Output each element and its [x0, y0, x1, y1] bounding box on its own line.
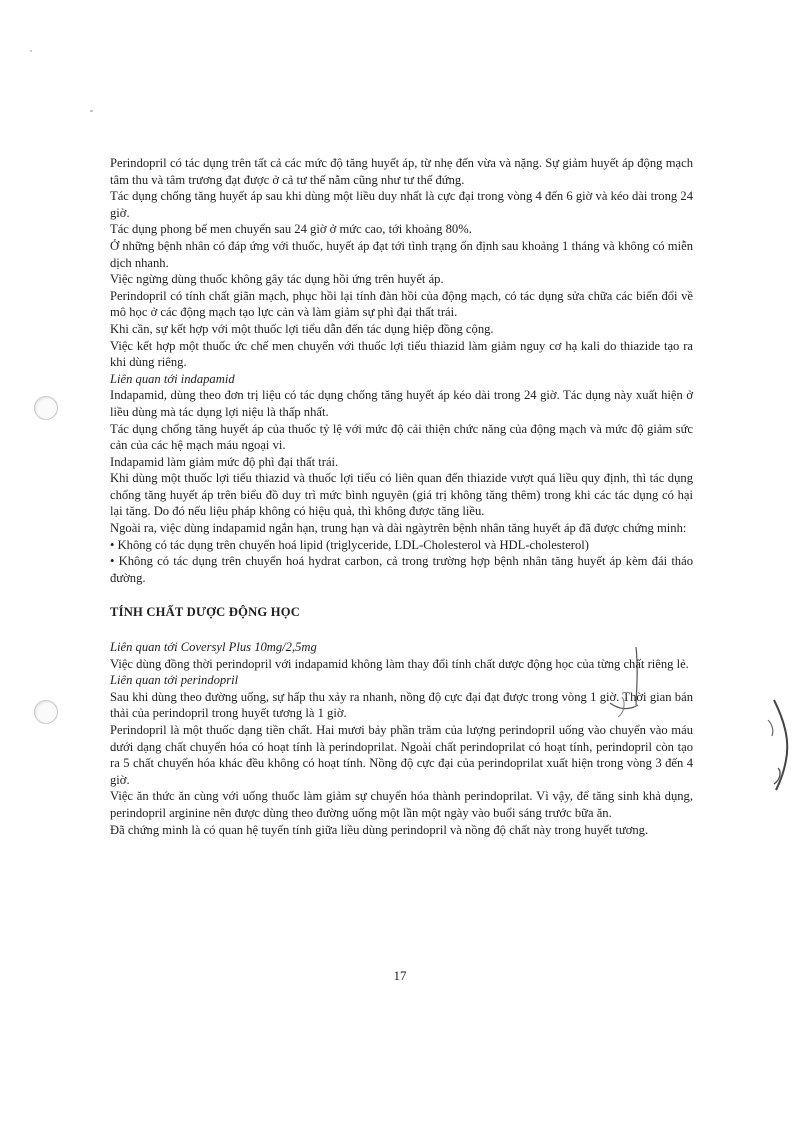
body-paragraph: Perindopril có tính chất giãn mạch, phục hồi lại tính đàn hồi của động mạch, có tác dụng sửa chữa các biến đổi về mô học ở các động mạch tạo lực cản và làm giảm sự phì đại thất trái.	[110, 288, 693, 320]
document-body	[110, 155, 693, 838]
section-subheading: Liên quan tới Coversyl Plus 10mg/2,5mg	[110, 640, 317, 655]
body-paragraph: Việc dùng đồng thời perindopril với indapamid không làm thay đổi tính chất dược động học của từng chất riêng lẻ.	[110, 656, 689, 671]
body-paragraph: Sau khi dùng theo đường uống, sự hấp thu xảy ra nhanh, nồng độ cực đại đạt được trong vòng 1 giờ. Thời gian bán thải của perindopril trong huyết tương là 1 giờ.	[110, 689, 693, 721]
body-paragraph: Việc kết hợp một thuốc ức chế men chuyển với thuốc lợi tiểu thiazid làm giảm nguy cơ hạ kali do thiazide tạo ra khi dùng riêng.	[110, 338, 693, 370]
body-paragraph: Indapamid làm giảm mức độ phì đại thất trái.	[110, 454, 339, 469]
body-paragraph: Perindopril có tác dụng trên tất cả các mức độ tăng huyết áp, từ nhẹ đến vừa và nặng. Sự giảm huyết áp động mạch tâm thu và tâm trương đạt được ở cả tư thế nằm cũng như tư thế đứng.	[110, 156, 693, 187]
body-paragraph: • Không có tác dụng trên chuyển hoá lipid (triglyceride, LDL-Cholesterol và HDL-cholesterol)	[110, 537, 589, 552]
page-number: 17	[393, 968, 407, 983]
punch-hole	[34, 700, 58, 724]
body-paragraph: Perindopril là một thuốc dạng tiền chất. Hai mươi bảy phần trăm của lượng perindopril uống vào chuyển vào máu dưới dạng chất chuyển hóa có hoạt tính là perindoprilat. Ngoài chất perindoprilat có hoạt tính, perindopril còn tạo ra 5 chất chuyển hóa khác đều không có hoạt tính. Nồng độ cực đại của perindoprilat xuất hiện trong vòng 3 đến 4 giờ.	[110, 723, 693, 787]
scan-speck	[90, 110, 93, 112]
punch-hole	[34, 396, 58, 420]
section-heading: TÍNH CHẤT DƯỢC ĐỘNG HỌC	[110, 605, 301, 620]
body-paragraph: Khi dùng một thuốc lợi tiểu thiazid và thuốc lợi tiểu có liên quan đến thiazide vượt quá liều quy định, thì tác dụng chống tăng huyết áp trên biểu đồ duy trì mức bình nguyên (giá trị không tăng thêm) trong khi các tác dụng có hại lại tăng. Do đó nếu liệu pháp không có hiệu quả, thì không được tăng liều.	[110, 471, 693, 519]
body-paragraph: Indapamid, dùng theo đơn trị liệu có tác dụng chống tăng huyết áp kéo dài trong 24 giờ. Tác dụng này xuất hiện ở liều dùng mà tác dụng lợi niệu là thấp nhất.	[110, 388, 693, 419]
body-paragraph: Ngoài ra, việc dùng indapamid ngắn hạn, trung hạn và dài ngàytrên bệnh nhân tăng huyết áp đã được chứng minh:	[110, 521, 687, 536]
body-paragraph: Ở những bệnh nhân có đáp ứng với thuốc, huyết áp đạt tới tình trạng ổn định sau khoảng 1 tháng và không có miễn dịch nhanh.	[110, 238, 693, 270]
body-paragraph: Việc ngừng dùng thuốc không gây tác dụng hồi ứng trên huyết áp.	[110, 272, 444, 287]
margin-pen-mark	[760, 690, 800, 800]
scan-speck	[30, 50, 32, 52]
body-paragraph: Đã chứng minh là có quan hệ tuyến tính giữa liều dùng perindopril và nồng độ chất này trong huyết tương.	[110, 822, 649, 837]
section-subheading: Liên quan tới perindopril	[110, 673, 239, 688]
body-paragraph: Tác dụng chống tăng huyết áp sau khi dùng một liều duy nhất là cực đại trong vòng 4 đến 6 giờ và kéo dài trong 24 giờ.	[110, 189, 693, 220]
body-paragraph: Tác dụng chống tăng huyết áp của thuốc tỷ lệ với mức độ cải thiện chức năng của động mạch và mức độ giảm sức cản của các hệ mạch máu ngoại vi.	[110, 421, 693, 453]
body-paragraph: • Không có tác dụng trên chuyển hoá hydrat carbon, cả trong trường hợp bệnh nhân tăng huyết áp kèm đái tháo đường.	[110, 554, 693, 585]
section-subheading: Liên quan tới indapamid	[110, 371, 235, 386]
body-paragraph: Khi cần, sự kết hợp với một thuốc lợi tiểu dẫn đến tác dụng hiệp đồng cộng.	[110, 321, 494, 336]
body-paragraph: Việc ăn thức ăn cùng với uống thuốc làm giảm sự chuyển hóa thành perindoprilat. Vì vậy, để tăng sinh khả dụng, perindopril arginine nên được dùng theo đường uống một lần một ngày vào buổi sáng trước bữa ăn.	[110, 789, 693, 820]
body-paragraph: Tác dụng phong bế men chuyển sau 24 giờ ở mức cao, tới khoảng 80%.	[110, 222, 472, 237]
